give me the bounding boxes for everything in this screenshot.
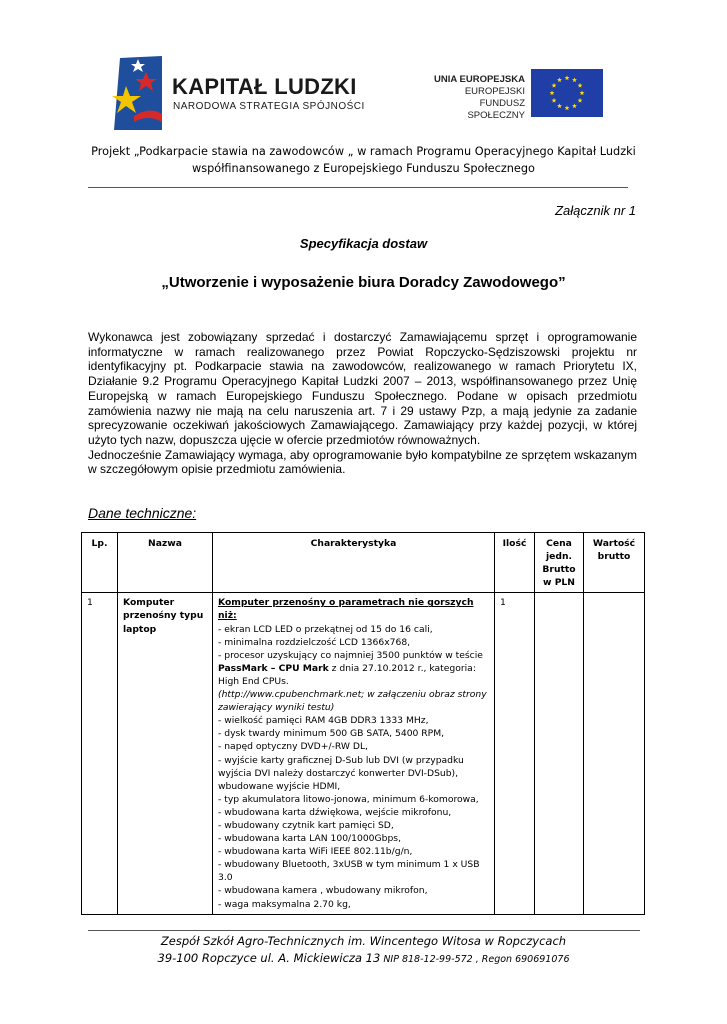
- specification-title: Specyfikacja dostaw: [299, 236, 428, 251]
- table-header-row: [82, 533, 645, 593]
- spec-line: - typ akumulatora litowo-jonowa, minimum 6-komorowa,: [218, 793, 479, 805]
- spec-line: - wbudowany Bluetooth, 3xUSB w tym minimum 1 x USB 3.0: [218, 859, 480, 884]
- kapital-ludzki-subtitle: NARODOWA STRATEGIA SPÓJNOŚCI: [173, 101, 365, 112]
- technical-data-heading: Dane techniczne:: [88, 505, 197, 521]
- project-header: [60, 143, 667, 177]
- spec-line: - wbudowana karta LAN 100/1000Gbps,: [218, 833, 402, 845]
- intro-paragraph-2: Jednocześnie Zamawiający wymaga, aby oprogramowanie było kompatybilne ze sprzętem wskazanym w szczegółowym opisie przedmiotu zamówienia.: [88, 447, 637, 477]
- header-characteristics: Charakterystyka: [213, 533, 495, 593]
- cell-characteristics: [213, 593, 495, 914]
- spec-benchmark-note: (http://www.cpubenchmark.net; w załączeniu obraz strony zawierający wyniki testu): [218, 689, 487, 714]
- spec-line: - wyjście karty graficznej D-Sub lub DVI (w przypadku wyjścia DVI należy dostarczyć konwerter DVI-DSub), wbudowane wyjście HDMI,: [218, 754, 464, 792]
- project-header-line2: współfinansowanego z Europejskiego Funduszu Społecznego: [192, 162, 535, 175]
- spec-line: - wbudowana kamera , wbudowany mikrofon,: [218, 885, 428, 897]
- footer-school-name: Zespół Szkół Agro-Technicznych im. Wincentego Witosa w Ropczycach: [160, 934, 567, 948]
- header-quantity: Ilość: [495, 533, 535, 593]
- spec-line: - dysk twardy minimum 500 GB SATA, 5400 RPM,: [218, 728, 445, 740]
- spec-passmark-name: PassMark – CPU Mark: [218, 662, 329, 674]
- spec-line: - ekran LCD LED o przekątnej od 15 do 16 cali,: [218, 623, 433, 635]
- spec-line: - wbudowany czytnik kart pamięci SD,: [218, 819, 394, 831]
- cell-unit-price: [535, 593, 584, 914]
- project-header-line1: Projekt „Podkarpacie stawia na zawodowców „ w ramach Programu Operacyjnego Kapitał Ludzki: [91, 145, 636, 158]
- cell-total: [584, 593, 645, 914]
- spec-passmark: [218, 662, 489, 688]
- header-name: Nazwa: [118, 533, 213, 593]
- spec-line: - wielkość pamięci RAM 4GB DDR3 1333 MHz,: [218, 715, 429, 727]
- header-unit-price: Cena jedn. Brutto w PLN: [535, 533, 584, 593]
- eu-logo-text: [420, 74, 525, 122]
- spec-passmark-detail: z dnia 27.10.2012 r., kategoria: High End CPUs.: [218, 662, 476, 687]
- attachment-label: Załącznik nr 1: [555, 203, 636, 218]
- specification-table: [81, 532, 645, 915]
- spec-line: - napęd optyczny DVD+/-RW DL,: [218, 741, 368, 753]
- document-main-title: „Utworzenie i wyposażenie biura Doradcy Zawodowego”: [161, 274, 566, 291]
- spec-heading: Komputer przenośny o parametrach nie gorszych niż:: [218, 597, 474, 622]
- eu-flag-icon: [531, 69, 603, 117]
- footer-divider: [88, 930, 640, 931]
- footer-address-main: 39-100 Ropczyce ul. A. Mickiewicza 13: [157, 951, 381, 965]
- cell-quantity: 1: [495, 593, 535, 914]
- spec-line: - procesor uzyskujący co najmniej 3500 punktów w teście: [218, 649, 483, 661]
- footer-registry-numbers: NIP 818-12-99-572 , Regon 690691076: [380, 954, 570, 965]
- spec-line: - wbudowana karta dźwiękowa, wejście mikrofonu,: [218, 806, 452, 818]
- eu-logo-line3: FUNDUSZ SPOŁECZNY: [467, 98, 525, 121]
- eu-logo-line1: UNIA EUROPEJSKA: [434, 74, 525, 85]
- header-lp: Lp.: [82, 533, 118, 593]
- eu-logo-line2: EUROPEJSKI: [464, 86, 525, 97]
- spec-line: - minimalna rozdzielczość LCD 1366x768,: [218, 636, 411, 648]
- cell-name: Komputer przenośny typu laptop: [118, 593, 213, 914]
- intro-text: [88, 330, 637, 477]
- footer-address: [80, 951, 647, 965]
- spec-line: - wbudowana karta WiFi IEEE 802.11b/g/n,: [218, 846, 413, 858]
- intro-paragraph-1: Wykonawca jest zobowiązany sprzedać i dostarczyć Zamawiającemu sprzęt i oprogramowanie informatyczne w ramach realizowanego przez Powiat Ropczycko-Sędziszowski projektu nr identyfikacyjny pt. Podkarpacie stawia na zawodowców, realizowanego w ramach Priorytetu IX, Działanie 9.2 Programu Operacyjnego Kapitał Ludzki 2007 – 2013, współfinansowanego przez Unię Europejską w ramach Europejskiego Funduszu Społecznego. Podane w opisach przedmiotu zamówienia nazwy nie mają na celu naruszenia art. 7 i 29 ustawy Pzp, a mają jedynie za zadanie sprecyzowanie oczekiwań jakościowych Zamawiającego. Zamawiający przy każdej pozycji, w której użyto tych nazw, dopuszcza ujęcie w ofercie przedmiotów równoważnych.: [88, 330, 637, 447]
- cell-lp: 1: [82, 593, 118, 914]
- header-divider: [88, 187, 628, 188]
- kapital-ludzki-title: KAPITAŁ LUDZKI: [172, 74, 357, 99]
- spec-line: - waga maksymalna 2.70 kg,: [218, 898, 351, 910]
- header-total: Wartość brutto: [584, 533, 645, 593]
- table-row: [82, 593, 645, 914]
